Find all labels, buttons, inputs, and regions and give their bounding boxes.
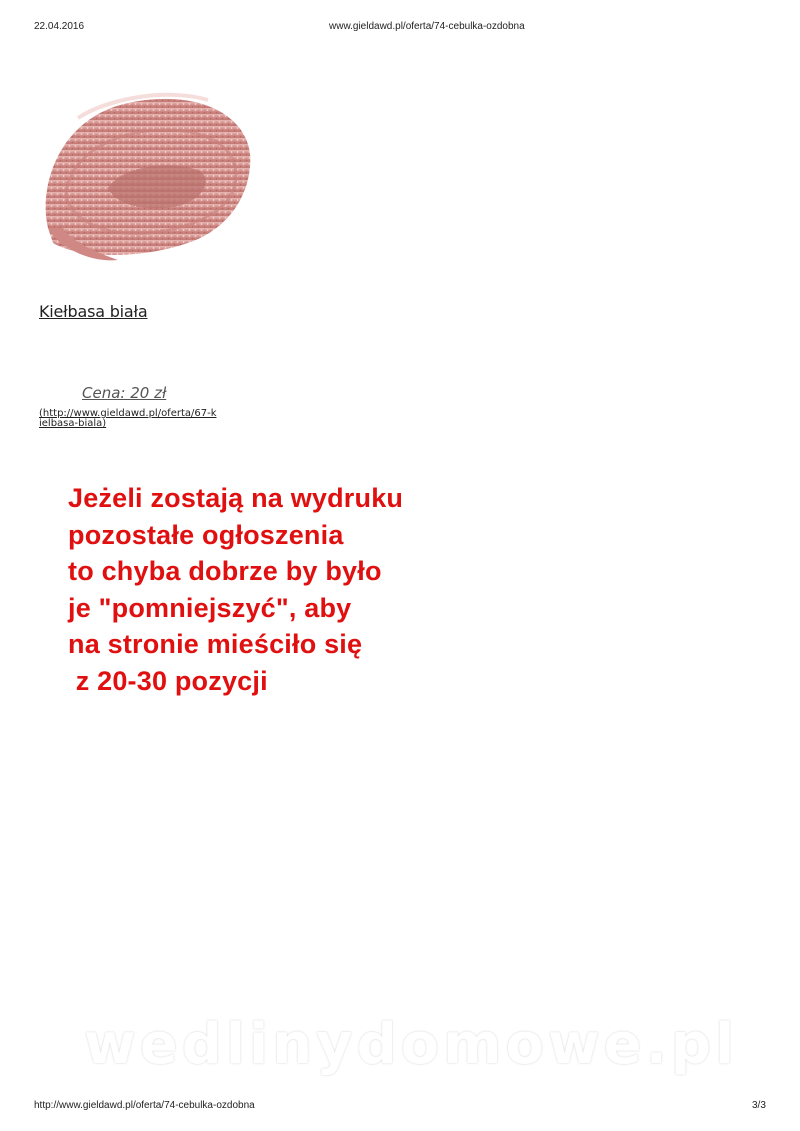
product-title-link[interactable]: Kiełbasa biała	[39, 302, 148, 321]
product-image[interactable]	[38, 78, 253, 270]
product-url-link[interactable]: (http://www.gieldawd.pl/oferta/67-kielbasa-biala)	[39, 408, 217, 429]
print-header-url: www.gieldawd.pl/oferta/74-cebulka-ozdobna	[329, 21, 525, 32]
red-annotation-note: Jeżeli zostają na wydruku pozostałe ogłoszenia to chyba dobrze by było je "pomniejszyć", aby na stronie mieściło się z 20-30 pozycji	[68, 483, 404, 696]
print-footer-url: http://www.gieldawd.pl/oferta/74-cebulka-ozdobna	[34, 1100, 255, 1111]
product-price[interactable]: Cena: 20 zł	[82, 384, 167, 402]
print-date: 22.04.2016	[34, 21, 85, 32]
watermark: wedlinydomowe.pl	[84, 1012, 739, 1077]
page-number: 3/3	[752, 1100, 766, 1111]
sausage-image	[38, 78, 253, 270]
